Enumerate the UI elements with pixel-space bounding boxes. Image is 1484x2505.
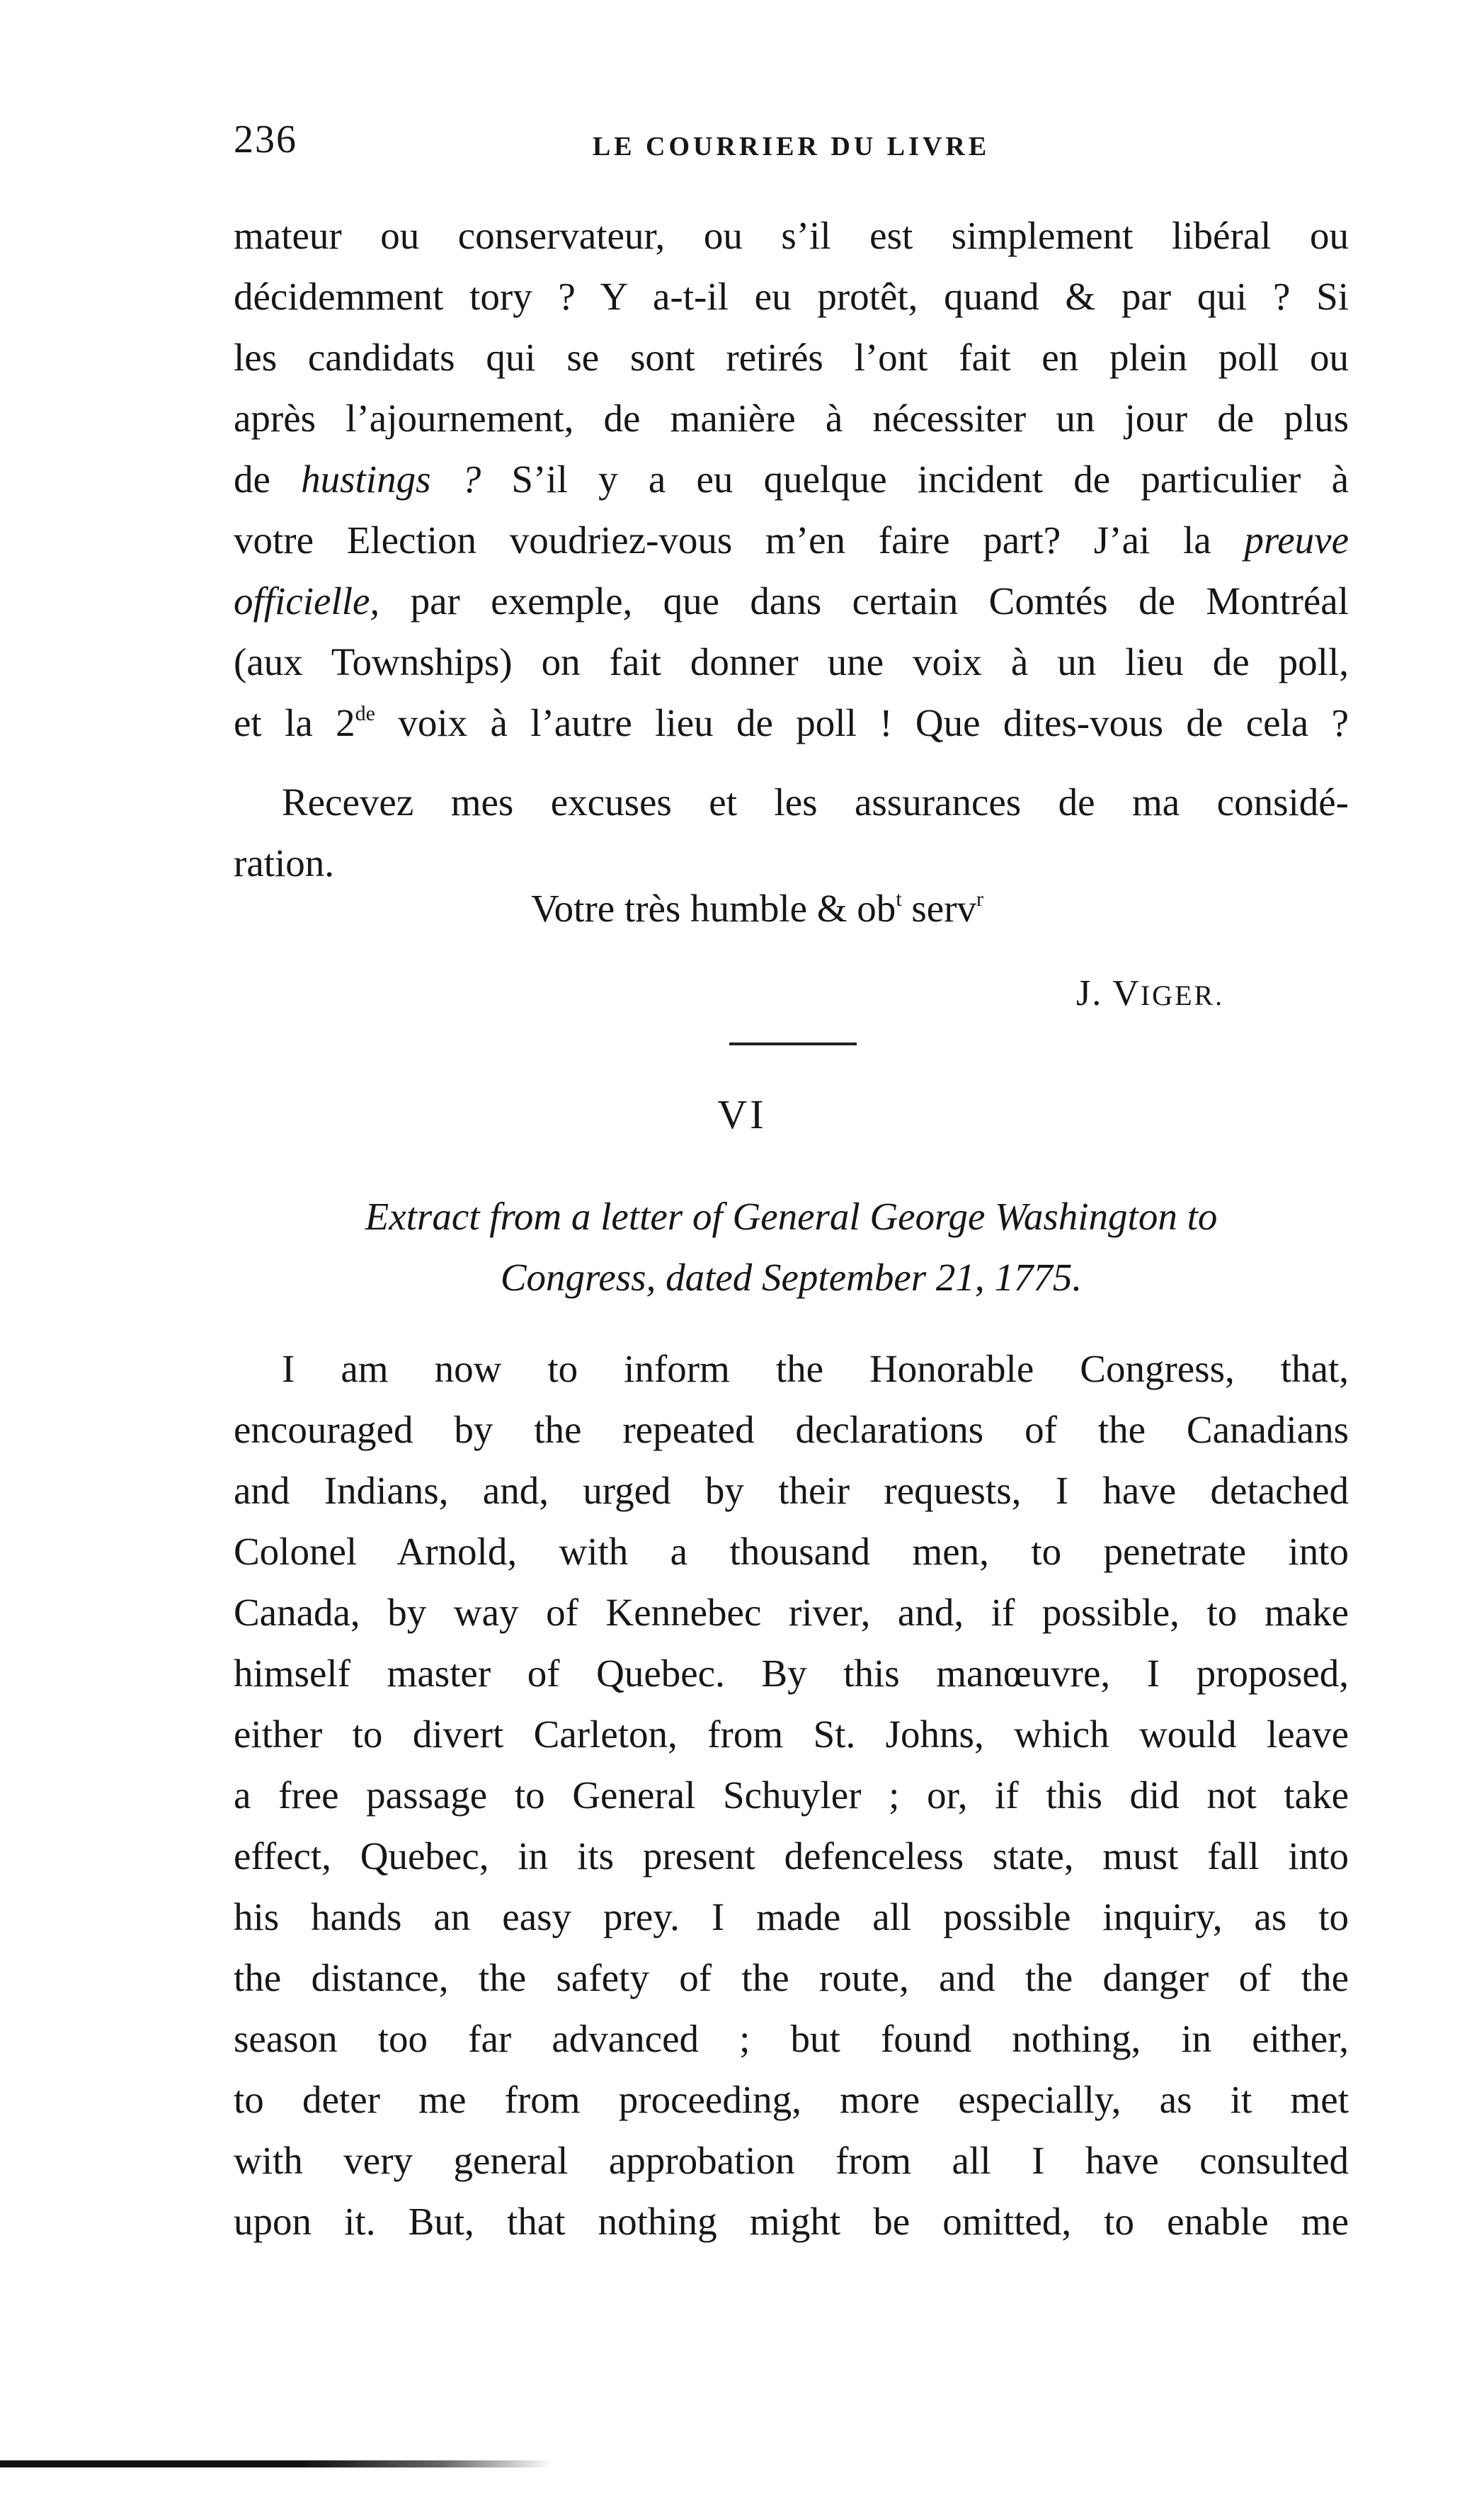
text-line: mateur ou conservateur, ou s’il est simplement libéral ou (234, 214, 1349, 257)
text-line: après l’ajournement, de manière à nécessiter un jour de plus (234, 397, 1349, 440)
text-line: et la 2de voix à l’autre lieu de poll ! Que dites-vous de cela ? (234, 701, 1349, 744)
text-line: a free passage to General Schuyler ; or, if this did not take (234, 1773, 1349, 1817)
text-line: to deter me from proceeding, more especially, as it met (234, 2078, 1349, 2121)
text-line: Colonel Arnold, with a thousand men, to penetrate into (234, 1530, 1349, 1573)
text-line: himself master of Quebec. By this manœuvre, I proposed, (234, 1652, 1349, 1695)
letter-paragraph (234, 205, 1349, 754)
closing-paragraph (234, 772, 1349, 894)
text-line: décidemment tory ? Y a-t-il eu protêt, quand & par qui ? Si (234, 275, 1349, 318)
valediction: Votre très humble & $ob^t$ serv$^r$ (531, 887, 984, 930)
text-line: Canada, by way of Kennebec river, and, if possible, to make (234, 1591, 1349, 1634)
text-line: either to divert Carleton, from St. Johns, which would leave (234, 1712, 1349, 1756)
scan-edge-rule (0, 2460, 552, 2467)
italic-term: hustings ? (301, 458, 481, 501)
text-line: with very general approbation from all I have consulted (234, 2139, 1349, 2182)
page-number: 236 (234, 118, 297, 161)
text-line: I am now to inform the Honorable Congress, that, (282, 1347, 1349, 1390)
text-line: his hands an easy prey. I made all possible inquiry, as to (234, 1895, 1349, 1938)
text-line: upon it. But, that nothing might be omitted, to enable me (234, 2200, 1349, 2243)
extract-paragraph (234, 1339, 1349, 2252)
text-line: and Indians, and, urged by their requests, I have detached (234, 1469, 1349, 1512)
text-line: (aux Townships) on fait donner une voix à un lieu de poll, (234, 640, 1349, 683)
section-title: Extract from a letter of General George Washington to Congress, dated September 21, 1775. (365, 1195, 1218, 1299)
running-head (234, 117, 1349, 181)
text-line: season too far advanced ; but found nothing, in either, (234, 2017, 1349, 2060)
text-line: Recevez mes excuses et les assurances de ma considé- (282, 780, 1349, 824)
text-line: les candidats qui se sont retirés l’ont fait en plein poll ou (234, 336, 1349, 379)
italic-term: preuve (1244, 518, 1349, 562)
text-line: effect, Quebec, in its present defenceless state, must fall into (234, 1834, 1349, 1878)
signature: J. VIGER. (1076, 973, 1225, 1013)
text-line: de hustings ? S’il y a eu quelque incident de particulier à (234, 458, 1349, 501)
italic-term: officielle, (234, 579, 380, 623)
text-line: ration. (234, 841, 335, 885)
running-title: LE COURRIER DU LIVRE (592, 132, 991, 161)
section-divider (729, 1043, 857, 1045)
text-line: the distance, the safety of the route, and the danger of the (234, 1956, 1349, 1999)
section-number: VI (717, 1091, 767, 1137)
text-line: encouraged by the repeated declarations of the Canadians (234, 1408, 1349, 1451)
text-line: officielle, par exemple, que dans certain Comtés de Montréal (234, 579, 1349, 623)
text-line: votre Election voudriez-vous m’en faire part? J’ai la preuve (234, 518, 1349, 562)
